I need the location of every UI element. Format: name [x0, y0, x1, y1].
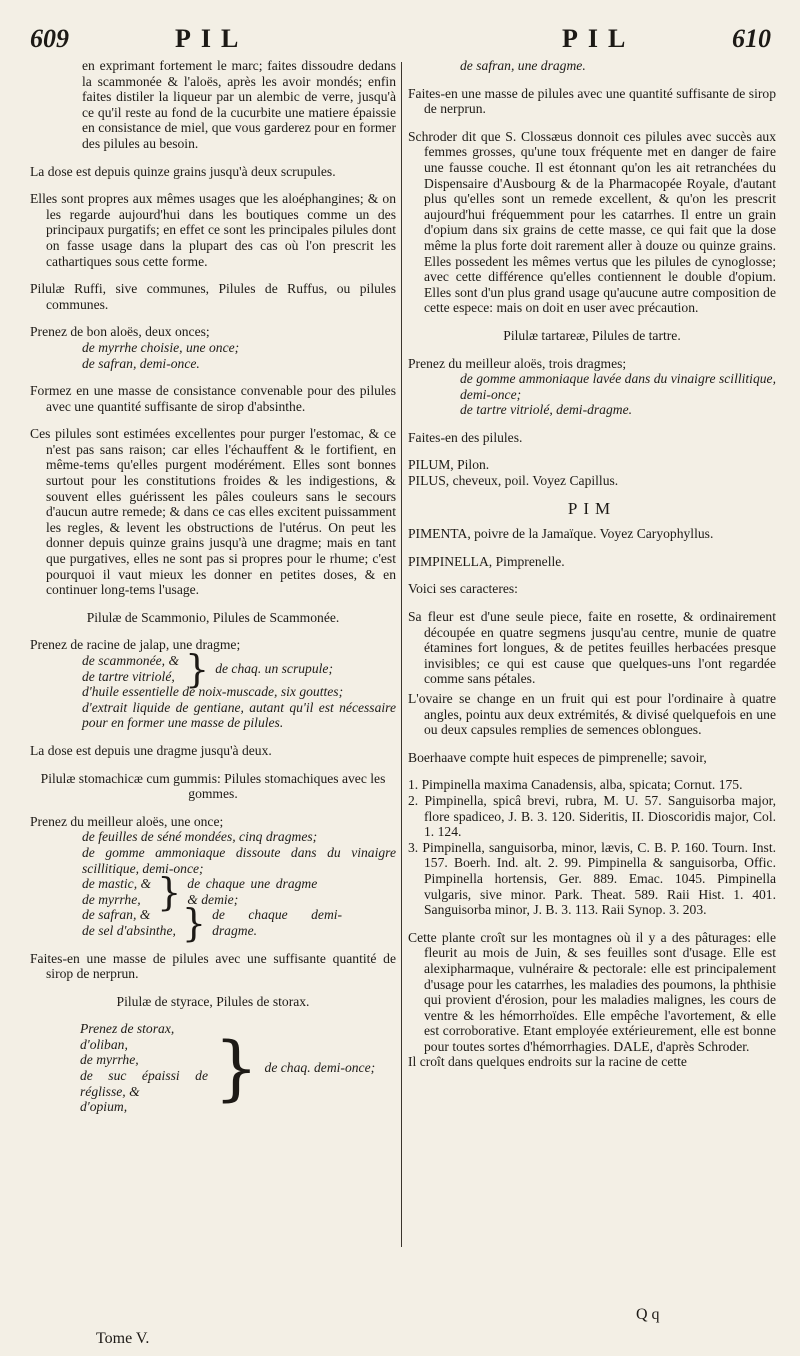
entry-pimpinella: PIMPINELLA, Pimprenelle. — [408, 553, 565, 569]
paragraph: Sa fleur est d'une seule piece, faite en rosette, & ordinairement découpée en quatre segmens jusqu'au centre, munie de quatre étamines fort longues, & de petites feuilles herbacées presque invisibles; ce qui est cause que quelques-uns l'ont regardée comme sans pétales. — [408, 609, 776, 687]
recipe-line: Prenez du meilleur aloës, trois dragmes; — [408, 355, 627, 371]
recipe-line: de gomme ammoniaque lavée dans du vinaigre scillitique, demi-once; — [460, 371, 776, 402]
recipe-line: de safran, demi-once. — [82, 355, 200, 371]
right-page-number: 610 — [732, 24, 771, 53]
recipe-line: de feuilles de séné mondées, cinq dragmes; — [82, 829, 318, 845]
right-running-head: PIL — [562, 24, 636, 53]
recipe-line: de myrrhe, — [82, 891, 141, 907]
paragraph: en exprimant fortement le marc; faites dissoudre dedans la scammonée & l'aloës, après les avoir mondés; enfin faites distiler la liqueur par un alembic de verre, jusqu'à ce qu'il reste au fond de la cucurbite une matiere épaissie en consistance de miel, que vous garderez pour en former des pilules au besoin. — [82, 58, 396, 151]
recipe-heading: Pilulæ de Scammonio, Pilules de Scammonée. — [86, 609, 340, 625]
paragraph: Faites-en des pilules. — [408, 429, 523, 445]
recipe-heading: Pilulæ tartareæ, Pilules de tartre. — [503, 327, 681, 343]
recipe-line: de myrrhe choisie, une once; — [82, 339, 240, 355]
recipe-line: de chaque une dragme & demie; — [187, 876, 318, 907]
column-divider — [401, 62, 402, 1247]
entry-pilus: PILUS, cheveux, poil. Voyez Capillus. — [408, 473, 619, 489]
paragraph: Formez en une masse de consistance convenable pour des pilules avec une quantité suffisante de sirop d'absinthe. — [30, 383, 396, 414]
left-column — [30, 58, 396, 1115]
recipe-line: de suc épaissi de réglisse, & — [80, 1068, 208, 1099]
species-item: 1. Pimpinella maxima Canadensis, alba, spicata; Cornut. 175. — [408, 777, 743, 793]
paragraph: La dose est depuis une dragme jusqu'à deux. — [30, 742, 272, 758]
recipe-line: de chaq. demi-once; — [264, 1060, 376, 1076]
recipe-line: de tartre vitriolé, demi-dragme. — [460, 402, 633, 418]
recipe-line: de myrrhe, — [80, 1052, 139, 1068]
brace-glyph: } — [157, 869, 182, 914]
paragraph: Faites-en une masse de pilules avec une quantité suffisante de sirop de nerprun. — [408, 85, 776, 117]
recipe-line: de safran, une dragme. — [460, 58, 586, 73]
paragraph: Ces pilules sont estimées excellentes pour purger l'estomac, & ce n'est pas sans raison; car elles l'échauffent & le fortifient, en même-tems qu'elles purgent modérément. Elles sont bonnes surtout pour les constitutions froides & les indigestions, & souvent elles guérissent les pâles couleurs sans le secours d'aucun autre remede; & dans ce cas elles excitent puissamment les regles, & levent les obstructions de l'utérus. On peut les donner depuis quinze grains jusqu'à une dragme; mais en tant que purgatives, elles ne sont pas si propres pour le rhume; c'est pourquoi il vaut mieux les donner en petites doses, & en continuer long-tems l'usage. — [30, 426, 396, 598]
species-item: 3. Pimpinella, sanguisorba, minor, lævis, C. B. P. 160. Tourn. Inst. 157. Boerh. Ind. alt. 2. 99. Pimpinella & sanguisorba, Offic. Pimpinella hortensis, Ger. 889. Emac. 1045. Pimpinella vulgaris, sive minor. Park. Theat. 589. Raii Hist. 1. 401. Sanguisorba minor, J. B. 3. 113. Raii Synop. 3. 203. — [408, 839, 776, 918]
recipe-heading: Pilulæ Ruffi, sive communes, Pilules de Ruffus, ou pilules communes. — [30, 281, 396, 312]
left-page-number: 609 — [30, 24, 69, 53]
paragraph: Voici ses caracteres: — [408, 581, 518, 597]
paragraph: Il croît dans quelques endroits sur la racine de cette — [408, 1054, 687, 1070]
volume-signature: Tome V. — [96, 1330, 150, 1347]
recipe-line: Prenez de bon aloës, deux onces; — [30, 324, 210, 340]
brace-group — [30, 900, 396, 945]
recipe-line: de safran, & — [82, 907, 151, 923]
recipe-heading: Pilulæ stomachicæ cum gummis: Pilules stomachiques avec les gommes. — [40, 770, 386, 802]
paragraph: Elles sont propres aux mêmes usages que les aloéphangines; & on les regarde aujourd'hui dans les boutiques comme un des principaux purgatifs; en effet ce sont les principales pilules dont on fasse usage dans la plupart des cas où l'on prescrit les cathartiques sous cette forme. — [30, 191, 396, 269]
recipe-line: de chaq. un scrupule; — [215, 660, 333, 676]
brace-group — [30, 646, 396, 691]
paragraph: Faites-en une masse de pilules avec une suffisante quantité de sirop de nerprun. — [30, 950, 396, 982]
entry-pilum: PILUM, Pilon. — [408, 457, 490, 473]
printer-signature: Q q — [636, 1306, 660, 1323]
paragraph: Schroder dit que S. Clossæus donnoit ces pilules avec succès aux femmes grosses, qu'une toux fréquente met en danger de faire une fausse couche. Il est étonnant qu'on les ait retranchées du Dispensaire d'Ausbourg & de la Pharmacopée Royale, d'autant plus qu'elles sont un remede excellent, & qu'on les prescrit aujourd'hui fréquemment pour les catarrhes. Il entre un grain d'opium dans six grains de cette masse, ce qui fait que la dose même la plus forte doit rarement aller à douze ou quinze grains. Elles possedent les mêmes vertus que les pilules de cynoglosse; avec cette différence qu'elles contiennent le double d'opium. Elles sont d'un plus grand usage qu'aucune autre composition de cette espece: mais on doit en user avec précaution. — [408, 128, 776, 316]
recipe-line: d'opium, — [80, 1099, 128, 1115]
recipe-line: d'huile essentielle de noix-muscade, six gouttes; — [82, 684, 344, 700]
brace-glyph: } — [185, 646, 210, 691]
brace-glyph: } — [181, 900, 207, 945]
recipe-line: d'oliban, — [80, 1036, 128, 1052]
recipe-line: de gomme ammoniaque dissoute dans du vinaigre scillitique, demi-once; — [82, 844, 396, 876]
paragraph: L'ovaire se change en un fruit qui est pour l'ordinaire à quatre angles, pointu aux deux extrémités, & divisé quelquefois en une ou deux capsules remplies de semences oblongues. — [408, 691, 776, 738]
recipe-line: de chaque demi-dragme. — [212, 907, 343, 938]
brace-group — [30, 1021, 396, 1115]
recipe — [30, 324, 396, 371]
recipe-line: de tartre vitriolé, — [82, 668, 175, 684]
recipe-line: Prenez de racine de jalap, une dragme; — [30, 637, 241, 653]
section-heading: PIM — [567, 498, 617, 518]
recipe-line: de mastic, & — [82, 876, 152, 892]
recipe-line: Prenez du meilleur aloës, une once; — [30, 813, 224, 829]
recipe — [30, 637, 396, 731]
left-running-head: PIL — [175, 24, 249, 53]
recipe-line: de sel d'absinthe, — [82, 922, 176, 938]
brace-glyph: } — [214, 1027, 259, 1110]
recipe — [408, 356, 776, 418]
paragraph: La dose est depuis quinze grains jusqu'à deux scrupules. — [30, 163, 336, 179]
recipe-line: de scammonée, & — [82, 653, 180, 668]
recipe-line: d'extrait liquide de gentiane, autant qu'il est nécessaire pour en former une masse de pilules. — [82, 699, 396, 731]
brace-group — [30, 869, 396, 914]
recipe-line: Prenez de storax, — [80, 1021, 175, 1037]
species-item: 2. Pimpinella, spicâ brevi, rubra, M. U. 57. Sanguisorba major, flore spadiceo, J. B. 3. 120. Sideritis, II. Dioscoridis major, Col. 1. 124. — [408, 792, 776, 840]
right-column — [408, 58, 776, 1070]
entry-pimenta: PIMENTA, poivre de la Jamaïque. Voyez Caryophyllus. — [408, 526, 714, 542]
recipe — [30, 813, 396, 945]
recipe-heading: Pilulæ de styrace, Pilules de storax. — [116, 993, 310, 1009]
paragraph: Cette plante croît sur les montagnes où il y a des pâturages: elle fleurit au mois de Juin, & ses feuilles sont d'usage. Elle est alexipharmaque, vulnéraire & pectorale: elle est principalement d'usage pour les catarrhes, les maladies des poumons, la phthisie qui provient d'érosion, pour les maladies malignes, les cours de ventre & les hémorrhoïdes. Elle empêche l'avortement, & elle est corroborative. Etant employée extérieurement, elle est bonne pour toutes sortes d'hémorrhagies. DALE, d'après Schroder. — [408, 929, 776, 1054]
paragraph: Boerhaave compte huit especes de pimprenelle; savoir, — [408, 749, 707, 765]
